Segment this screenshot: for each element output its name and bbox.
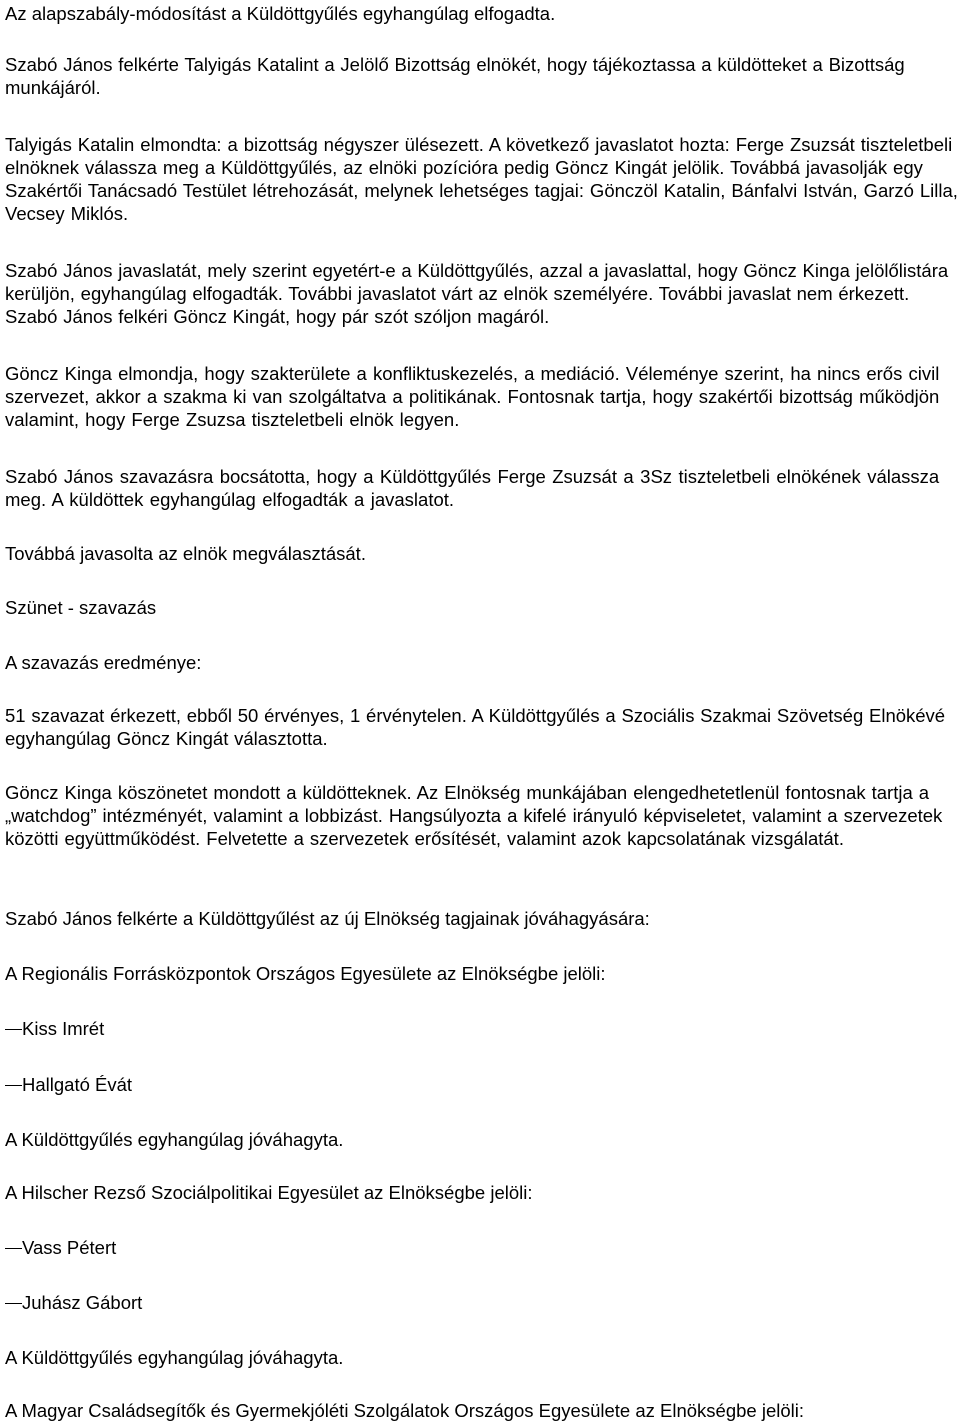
- dash-bullet-icon: [5, 1029, 22, 1030]
- dash-bullet-icon: [5, 1085, 22, 1086]
- nominee-name: Kiss Imrét: [22, 1018, 105, 1039]
- paragraph-vote-result: 51 szavazat érkezett, ebből 50 érvényes, 1 érvénytelen. A Küldöttgyűlés a Szociális Szakmai Szövetség Elnökévé egyhangúlag Göncz Kingát választotta.: [5, 705, 946, 749]
- paragraph-hilscher-nominates: A Hilscher Rezső Szociálpolitikai Egyesület az Elnökségbe jelöli:: [5, 1182, 533, 1203]
- list-item: [5, 1236, 905, 1259]
- list-item: [5, 1291, 905, 1314]
- list-item: [5, 1073, 905, 1096]
- paragraph-committee-proposal: Talyigás Katalin elmondta: a bizottság négyszer ülésezett. A következő javaslatot hozta: Ferge Zsuzsát tiszteletbeli elnöknek válassza meg a Küldöttgyűlés, az elnöki pozícióra pedig Göncz Kingát jelölik. Továbbá javasolják egy Szakértői Tanácsadó Testület létrehozását, melynek lehetséges tagjai: Gönczöl Katalin, Bánfalvi István, Garzó Lilla, Vecsey Miklós.: [5, 134, 958, 224]
- nominee-name: Vass Pétert: [22, 1237, 117, 1258]
- paragraph-board-approval-request: Szabó János felkérte a Küldöttgyűlést az új Elnökség tagjainak jóváhagyására:: [5, 908, 650, 929]
- paragraph-thanks: Göncz Kinga köszönetet mondott a küldötteknek. Az Elnökség munkájában elengedhetetlenül fontosnak tartja a „watchdog” intézményét, valamint a lobbizást. Hangsúlyozta a kifelé irányuló képviseletet, valamint a szervezetek közötti együttműködést. Felvetette a szervezetek erősítését, valamint azok kapcsolatának vizsgálatát.: [5, 782, 943, 849]
- paragraph-president-election: Továbbá javasolta az elnök megválasztását.: [5, 543, 366, 564]
- paragraph-approved-1: A Küldöttgyűlés egyhangúlag jóváhagyta.: [5, 1129, 344, 1150]
- paragraph-break-vote: Szünet - szavazás: [5, 597, 157, 618]
- paragraph-rfoe-nominates: A Regionális Forrásközpontok Országos Egyesülete az Elnökségbe jelöli:: [5, 963, 606, 984]
- nominee-name: Hallgató Évát: [22, 1074, 133, 1095]
- paragraph-goncz-speech: Göncz Kinga elmondja, hogy szakterülete a konfliktuskezelés, a mediáció. Véleménye szerint, ha nincs erős civil szervezet, akkor a szakma ki van szolgáltatva a politikának. Fontosnak tartja, hogy szakértői bizottság működjön valamint, hogy Ferge Zsuzsa tiszteletbeli elnök legyen.: [5, 363, 940, 430]
- paragraph-nomination-vote: Szabó János javaslatát, mely szerint egyetért-e a Küldöttgyűlés, azzal a javaslattal, hogy Göncz Kinga jelölőlistára kerüljön, egyhangúlag elfogadták. További javaslatot várt az elnök személyére. További javaslat nem érkezett. Szabó János felkéri Göncz Kingát, hogy pár szót szóljon magáról.: [5, 260, 949, 327]
- dash-bullet-icon: [5, 1248, 22, 1249]
- paragraph-honorary-vote: Szabó János szavazásra bocsátotta, hogy a Küldöttgyűlés Ferge Zsuzsát a 3Sz tiszteletbeli elnökének válassza meg. A küldöttek egyhangúlag elfogadták a javaslatot.: [5, 466, 940, 510]
- paragraph-vote-result-heading: A szavazás eredménye:: [5, 652, 202, 673]
- list-item: [5, 1017, 905, 1040]
- paragraph-mcsgyoe-nominates: A Magyar Családsegítők és Gyermekjóléti Szolgálatok Országos Egyesülete az Elnökségbe jelöli:: [5, 1400, 804, 1421]
- paragraph-bylaws-adopted: Az alapszabály-módosítást a Küldöttgyűlés egyhangúlag elfogadta.: [5, 3, 556, 24]
- nominee-name: Juhász Gábort: [22, 1292, 143, 1313]
- paragraph-approved-2: A Küldöttgyűlés egyhangúlag jóváhagyta.: [5, 1347, 344, 1368]
- paragraph-request-report: Szabó János felkérte Talyigás Katalint a Jelölő Bizottság elnökét, hogy tájékoztassa a küldötteket a Bizottság munkájáról.: [5, 54, 905, 98]
- dash-bullet-icon: [5, 1303, 22, 1304]
